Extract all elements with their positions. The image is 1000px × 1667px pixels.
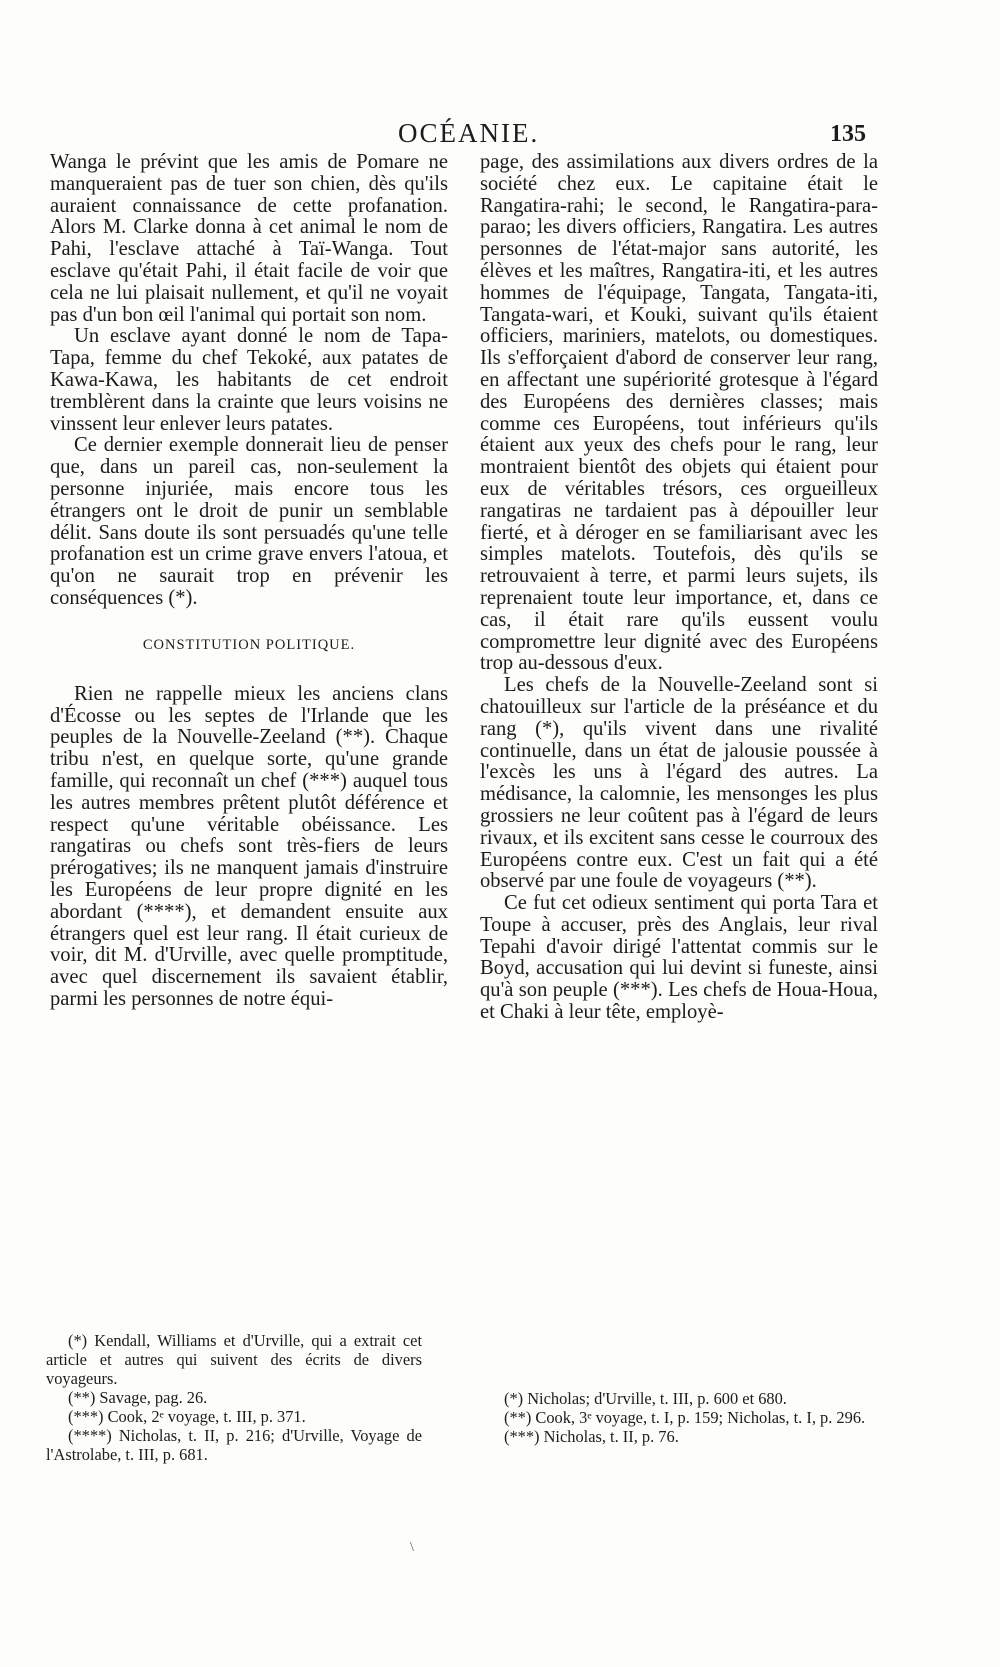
- left-paragraph-1: Wanga le prévint que les amis de Pomare ne manqueraient pas de tuer son chien, dès qu'ils auraient connaissance de cette profanation. Alors M. Clarke donna à cet animal le nom de Pahi, l'esclave attaché à Taï-Wanga. Tout esclave qu'était Pahi, il était facile de voir que cela ne lui plaisait nullement, et qu'il ne voyait pas d'un bon œil l'animal qui portait son nom.: [50, 151, 448, 326]
- bottom-mark: \: [410, 1540, 414, 1555]
- footnote-left-3: (***) Cook, 2ᵉ voyage, t. III, p. 371.: [68, 1407, 306, 1426]
- page-header: [40, 118, 870, 154]
- footnote-right-3: (***) Nicholas, t. II, p. 76.: [504, 1427, 679, 1446]
- running-title: OCÉANIE.: [398, 118, 540, 148]
- left-paragraph-3: Ce dernier exemple donnerait lieu de penser que, dans un pareil cas, non-seulement la personne injuriée, mais encore tous les étrangers ont le droit de punir un semblable délit. Sans doute ils sont persuadés qu'une telle profanation est un crime grave envers l'atoua, et qu'on ne saurait trop en prévenir les conséquences (*).: [50, 434, 448, 609]
- left-footnotes: [46, 1331, 422, 1464]
- right-paragraph-2: Les chefs de la Nouvelle-Zeeland sont si chatouilleux sur l'article de la préséance et du rang (*), qu'ils vivent dans une rivalité continuelle, dans un état de jalousie poussée à l'excès les uns à l'égard des autres. La médisance, la calomnie, les mensonges les plus grossiers ne leur coûtent pas à l'égard de leurs rivaux, et ils excitent sans cesse le courroux des Européens contre eux. C'est un fait qui a été observé par une foule de voyageurs (**).: [480, 674, 878, 893]
- page-number: 135: [830, 121, 866, 147]
- right-paragraph-1: page, des assimilations aux divers ordres de la société chez eux. Le capitaine était le Rangatira-rahi; le second, le Rangatira-para-parao; les divers officiers, Rangatira. Les autres personnes de l'état-major sans autorité, les élèves et les maîtres, Rangatira-iti, et les autres hommes de l'équipage, Tangata, Tangata-iti, Tangata-wari, et Kouki, suivant qu'ils étaient officiers, mariniers, matelots, ou domestiques. Ils s'efforçaient d'abord de conserver leur rang, en affectant une supériorité grotesque à l'égard des Européens des dernières classes; mais comme ces Européens, tout inférieurs qu'ils étaient aux yeux des chefs pour le rang, leur montraient bientôt des objets qui étaient pour eux de véritables trésors, ces orgueilleux rangatiras ne tardaient pas à dépouiller leur fierté, et à déroger en se familiarisant avec les simples matelots. Toutefois, dès qu'ils se retrouvaient à terre, et parmi leurs sujets, ils reprenaient toute leur importance, et, dans ce cas, il était rare qu'ils eussent voulu compromettre leur dignité avec des Européens trop au-dessous d'eux.: [480, 151, 878, 675]
- right-paragraph-3: Ce fut cet odieux sentiment qui porta Tara et Toupe à accuser, près des Anglais, leur rival Tepahi d'avoir dirigé l'attentat commis sur le Boyd, accusation qui lui devint si funeste, ainsi qu'à son peuple (***). Les chefs de Houa-Houa, et Chaki à leur tête, employè-: [480, 892, 878, 1024]
- right-footnotes: [482, 1389, 866, 1446]
- section-heading: CONSTITUTION POLITIQUE.: [142, 636, 356, 653]
- left-column: [50, 152, 448, 1011]
- footnote-right-1: (*) Nicholas; d'Urville, t. III, p. 600 et 680.: [504, 1389, 787, 1408]
- footnote-left-1: (*) Kendall, Williams et d'Urville, qui a extrait cet article et autres qui suivent des écrits de divers voyageurs.: [46, 1331, 422, 1388]
- footnote-right-2: (**) Cook, 3ᵉ voyage, t. I, p. 159; Nicholas, t. I, p. 296.: [504, 1408, 866, 1427]
- left-paragraph-2: Un esclave ayant donné le nom de Tapa-Tapa, femme du chef Tekoké, aux patates de Kawa-Kawa, les habitants de cet endroit tremblèrent dans la crainte que leurs voisins ne vinssent leur enlever leurs patates.: [50, 325, 448, 435]
- left-section-paragraph: Rien ne rappelle mieux les anciens clans d'Écosse ou les septes de l'Irlande que les peuples de la Nouvelle-Zeeland (**). Chaque tribu n'est, en quelque sorte, qu'une grande famille, qui reconnaît un chef (***) auquel tous les autres membres prêtent plutôt déférence et respect qu'une véritable obéissance. Les rangatiras ou chefs sont très-fiers de leurs prérogatives; ils ne manquent jamais d'instruire les Européens de leur propre dignité en les abordant (****), et demandent ensuite aux étrangers quel est leur rang. Il était curieux de voir, dit M. d'Urville, avec quelle promptitude, avec quel discernement ils savaient établir, parmi les personnes de notre équi-: [50, 682, 448, 1010]
- footnote-left-2: (**) Savage, pag. 26.: [68, 1388, 208, 1407]
- footnote-left-4: (****) Nicholas, t. II, p. 216; d'Urville, Voyage de l'Astrolabe, t. III, p. 681.: [46, 1426, 422, 1464]
- right-column: [480, 152, 878, 1024]
